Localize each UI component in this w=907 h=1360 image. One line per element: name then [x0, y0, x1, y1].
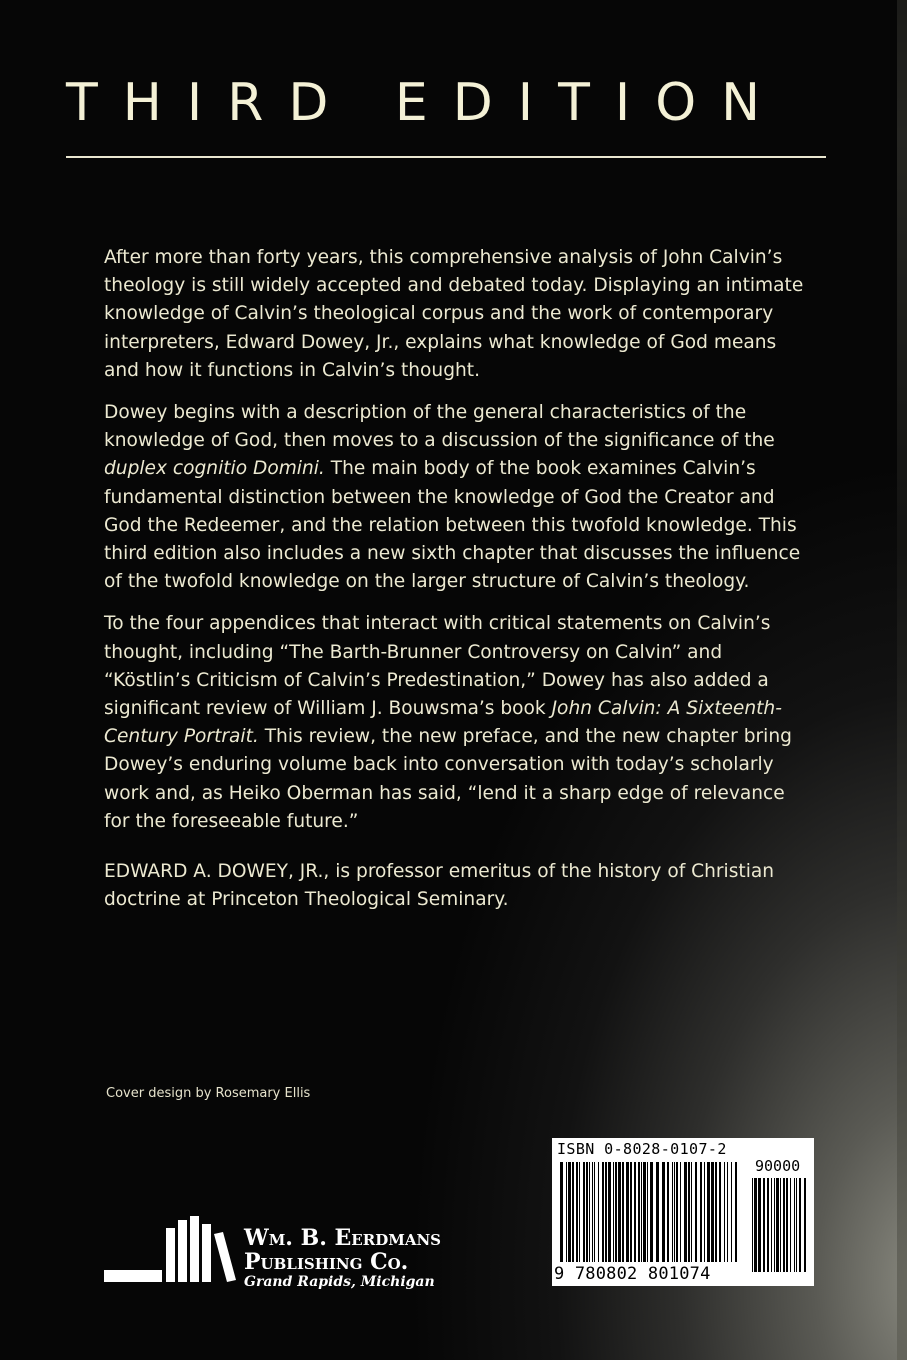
ean-barcode-icon [560, 1162, 740, 1262]
description-text: Dowey begins with a description of the general characteristics of the knowledge of God, then moves to a discussion of the significance of the [104, 402, 775, 452]
addon-barcode-icon [752, 1178, 810, 1272]
author-bio: EDWARD A. DOWEY, JR., is professor emeritus of the history of Christian doctrine at Princeton Theological Seminary. [104, 861, 775, 911]
book-title: John Calvin: A Sixteenth-Century Portrait. [104, 698, 782, 748]
description-text: This review, the new preface, and the new chapter bring Dowey’s enduring volume back into conversation with today’s scholarly work and, as Heiko Oberman has said, “lend it a sharp edge of relevance for the foreseeable future.” [104, 726, 792, 832]
publisher-name-line-1: Wm. B. Eerdmans [244, 1225, 442, 1251]
description-text: The main body of the book examines Calvin’s fundamental distinction between the knowledge of God the Creator and God the Redeemer, and the relation between this twofold knowledge. This third edition also includes a new sixth chapter that discusses the influence of the twofold knowledge on the larger structure of Calvin’s theology. [104, 458, 801, 593]
title-divider [66, 156, 826, 158]
description-text: To the four appendices that interact with critical statements on Calvin’s thought, including “The Barth-Brunner Controversy on Calvin” and “Köstlin’s Criticism of Calvin’s Predestination,” Dowey has also added a significant review of William J. Bouwsma’s book [104, 613, 771, 720]
cover-design-credit: Cover design by Rosemary Ellis [106, 1086, 311, 1101]
italic-term: duplex cognitio Domini. [104, 458, 325, 480]
description-paragraph-2 [104, 399, 804, 596]
description-paragraph-3 [104, 610, 804, 836]
isbn-barcode [552, 1138, 814, 1286]
description [104, 244, 804, 928]
price-code: 90000 [755, 1157, 801, 1175]
ean-digits: 9 780802 801074 [554, 1264, 711, 1284]
edge-glow [897, 0, 907, 1360]
publisher-city: Grand Rapids, Michigan [244, 1274, 435, 1290]
publisher-name-line-2: Publishing Co. [244, 1249, 409, 1275]
publisher-block [104, 1214, 464, 1294]
description-paragraph-1: After more than forty years, this comprehensive analysis of John Calvin’s theology is still widely accepted and debated today. Displaying an intimate knowledge of Calvin’s theological corpus and the work of contemporary interpreters, Edward Dowey, Jr., explains what knowledge of God means and how it functions in Calvin’s thought. [104, 247, 804, 381]
edition-title: THIRD EDITION [66, 73, 786, 133]
eerdmans-logo-icon [104, 1214, 236, 1294]
isbn-label: ISBN 0-8028-0107-2 [557, 1140, 727, 1158]
